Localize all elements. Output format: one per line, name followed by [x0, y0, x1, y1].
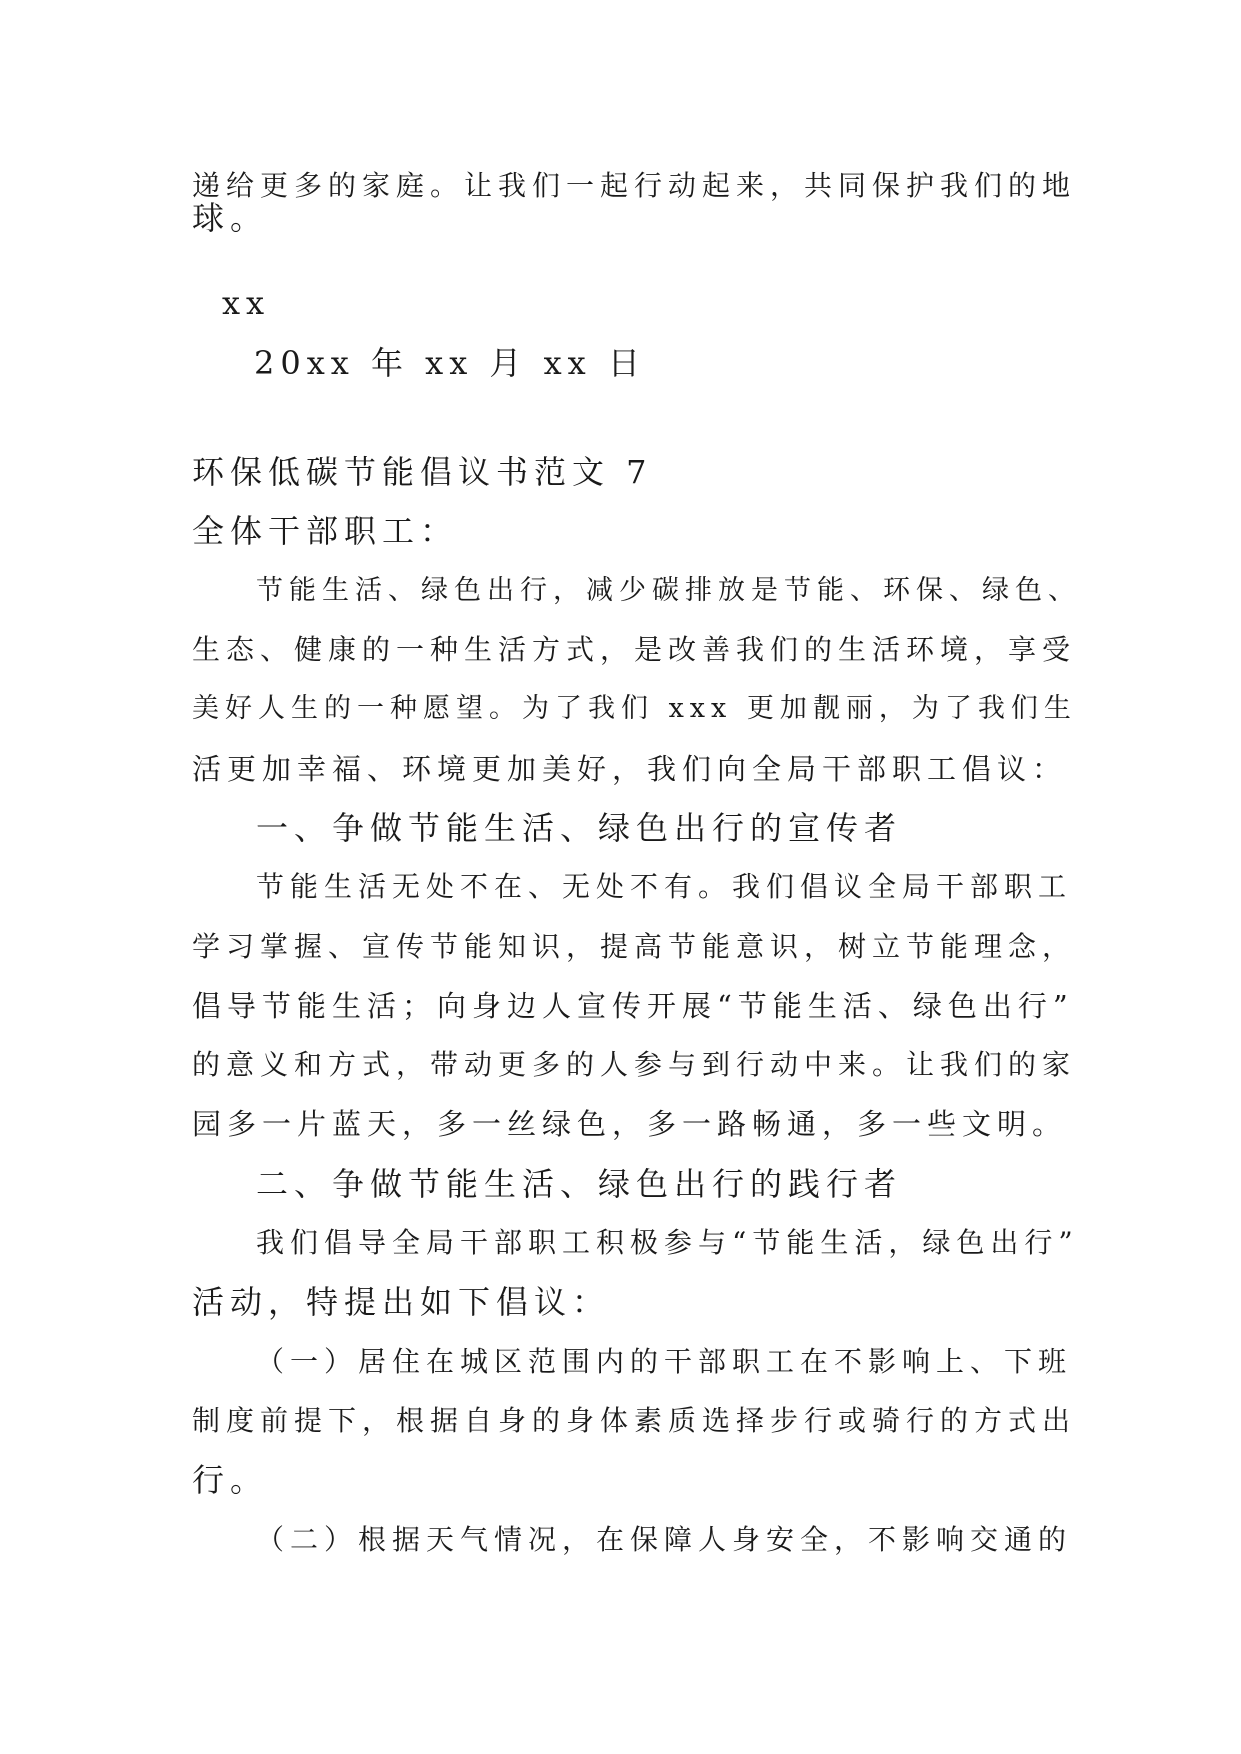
salutation: 全体干部职工： — [192, 512, 459, 550]
paragraph-line: 活更加幸福、环境更加美好，我们向全局干部职工倡议： — [192, 752, 1068, 786]
subheading: 二、争做节能生活、绿色出行的践行者 — [256, 1165, 903, 1203]
paragraph-line: （二）根据天气情况，在保障人身安全，不影响交通的 — [256, 1523, 1073, 1556]
signature-date: 20xx 年 xx 月 xx 日 — [254, 344, 646, 382]
paragraph-line: 园多一片蓝天，多一丝绿色，多一路畅通，多一些文明。 — [192, 1107, 1068, 1141]
paragraph-line: 球。 — [192, 199, 269, 237]
paragraph-line: 的意义和方式，带动更多的人参与到行动中来。让我们的家 — [192, 1048, 1077, 1081]
paragraph-line: 生态、健康的一种生活方式，是改善我们的生活环境，享受 — [192, 633, 1077, 666]
paragraph-line: 节能生活、绿色出行，减少碳排放是节能、环保、绿色、 — [256, 575, 1081, 606]
paragraph-line: 美好人生的一种愿望。为了我们 xxx 更加靓丽，为了我们生 — [192, 693, 1077, 724]
paragraph-line: （一）居住在城区范围内的干部职工在不影响上、下班 — [256, 1345, 1073, 1378]
paragraph-line: 我们倡导全局干部职工积极参与“节能生活，绿色出行” — [256, 1226, 1079, 1259]
signature-name: xx — [222, 284, 271, 322]
paragraph-line: 活动，特提出如下倡议： — [192, 1283, 611, 1321]
subheading: 一、争做节能生活、绿色出行的宣传者 — [256, 809, 903, 847]
paragraph-line: 递给更多的家庭。让我们一起行动起来，共同保护我们的地 — [192, 169, 1077, 202]
section-title: 环保低碳节能倡议书范文 7 — [192, 453, 653, 491]
paragraph-line: 倡导节能生活；向身边人宣传开展“节能生活、绿色出行” — [192, 989, 1074, 1023]
paragraph-line: 学习掌握、宣传节能知识，提高节能意识，树立节能理念， — [192, 930, 1077, 963]
paragraph-line: 行。 — [192, 1461, 269, 1499]
paragraph-line: 节能生活无处不在、无处不有。我们倡议全局干部职工 — [256, 870, 1073, 903]
paragraph-line: 制度前提下，根据自身的身体素质选择步行或骑行的方式出 — [192, 1404, 1077, 1437]
